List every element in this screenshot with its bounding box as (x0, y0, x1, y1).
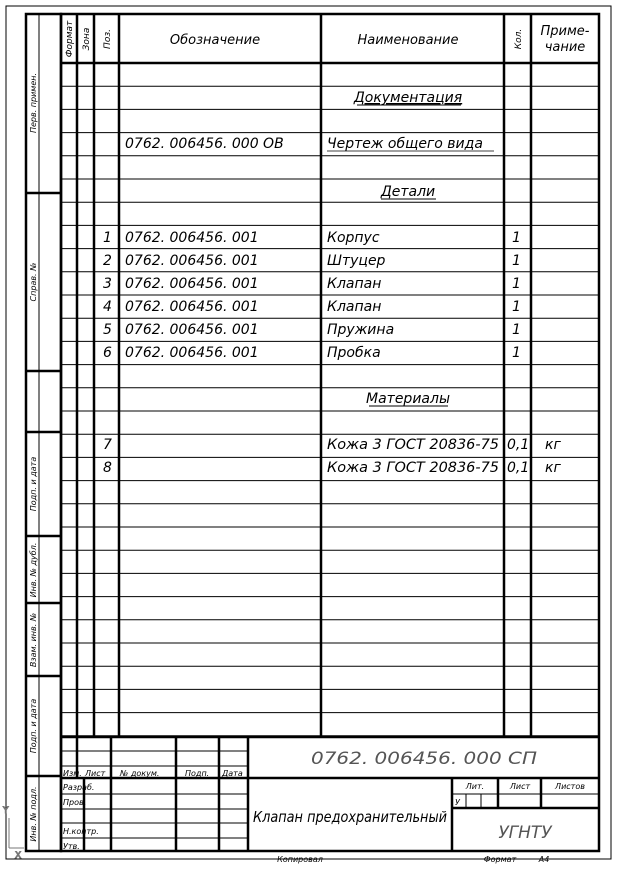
role-norm-control: Н.контр. (63, 827, 99, 836)
row-designation: 0762. 006456. 001 (125, 230, 259, 246)
doc-code: 0762. 006456. 000 СП (311, 749, 538, 769)
lit-mark: У (455, 798, 460, 807)
role-approved: Утв. (63, 842, 80, 851)
section-parts: Детали (380, 184, 436, 200)
row-designation: 0762. 006456. 001 (125, 253, 259, 269)
svg-text:X: X (15, 851, 22, 861)
header-format: Формат (65, 20, 75, 58)
header-zone: Зона (82, 27, 92, 51)
row-name: Пружина (327, 322, 395, 338)
header-note-line2: чание (544, 40, 586, 55)
table-row (103, 345, 521, 361)
role-checker: Пров. (63, 798, 87, 807)
format-label: Формат (483, 855, 517, 864)
col-sheet: Лист (85, 769, 106, 778)
copied-label: Копировал (277, 855, 323, 864)
row-qty: 0,1 (507, 437, 530, 453)
table-row (103, 460, 561, 476)
table-row (103, 230, 521, 246)
row-lines (61, 86, 599, 736)
table-row (125, 136, 483, 152)
row-designation: 0762. 006456. 001 (125, 322, 259, 338)
format-value: А4 (538, 855, 550, 864)
row-pos: 3 (103, 276, 112, 292)
side-label-orig-no: Инв. № подл. (29, 786, 38, 842)
row-name: Клапан (327, 276, 382, 292)
side-label-replace-no: Взам. инв. № (29, 612, 38, 668)
header-name: Наименование (357, 33, 459, 48)
side-label-sign-date-2: Подп. и дата (29, 698, 38, 754)
row-pos: 7 (103, 437, 112, 453)
header-pos: Поз. (103, 29, 113, 49)
sheets-label: Листов (555, 782, 585, 791)
col-doc-no: № докум. (120, 769, 160, 778)
organization: УГНТУ (498, 823, 552, 843)
title-block (61, 737, 599, 851)
col-change: Изм. (63, 769, 82, 778)
header-designation: Обозначение (169, 33, 261, 48)
col-sign: Подп. (185, 769, 210, 778)
row-pos: 1 (103, 230, 112, 246)
row-note: кг (545, 460, 561, 476)
row-designation: 0762. 006456. 001 (125, 299, 259, 315)
table-row (103, 276, 521, 292)
row-note: кг (545, 437, 561, 453)
header-qty: Кол. (514, 28, 524, 50)
table-row (103, 299, 521, 315)
sheet-label: Лист (509, 782, 531, 791)
row-designation: 0762. 006456. 000 ОВ (125, 136, 284, 152)
side-labels (29, 73, 38, 842)
row-name: Кожа 3 ГОСТ 20836-75 (327, 437, 500, 453)
outer-frame (6, 6, 611, 859)
table-row (103, 437, 561, 453)
row-qty: 1 (512, 299, 521, 315)
row-designation: 0762. 006456. 001 (125, 345, 259, 361)
svg-text:Y: Y (3, 806, 9, 816)
role-developer: Разраб. (63, 783, 95, 792)
section-materials: Материалы (366, 391, 450, 407)
document-title: Клапан предохранительный (253, 808, 448, 826)
row-name: Штуцер (327, 253, 386, 269)
row-pos: 4 (103, 299, 112, 315)
row-qty: 1 (512, 253, 521, 269)
axis-glyph-icon (2, 806, 24, 861)
col-date: Дата (222, 769, 243, 778)
row-name: Клапан (327, 299, 382, 315)
row-pos: 2 (103, 253, 112, 269)
table-row (103, 253, 521, 269)
side-label-sign-date-1: Подп. и дата (29, 456, 38, 512)
row-pos: 5 (103, 322, 112, 338)
row-name: Кожа 3 ГОСТ 20836-75 (327, 460, 500, 476)
row-name: Чертеж общего вида (327, 136, 483, 152)
row-qty: 1 (512, 345, 521, 361)
column-lines (61, 14, 599, 737)
row-qty: 0,1 (507, 460, 530, 476)
row-qty: 1 (512, 276, 521, 292)
row-name: Корпус (327, 230, 380, 246)
side-label-dup-no: Инв. № дубл. (29, 542, 38, 598)
lit-label: Лит. (465, 782, 485, 791)
side-label-ref-no: Справ. № (29, 262, 38, 302)
spec-table (61, 14, 599, 737)
row-qty: 1 (512, 230, 521, 246)
row-name: Пробка (327, 345, 381, 361)
table-row (103, 322, 521, 338)
section-documentation: Документация (353, 90, 463, 106)
row-qty: 1 (512, 322, 521, 338)
header-note-line1: Приме- (540, 24, 590, 39)
side-label-first-use: Перв. примен. (29, 72, 38, 134)
row-designation: 0762. 006456. 001 (125, 276, 259, 292)
row-pos: 8 (103, 460, 112, 476)
row-pos: 6 (103, 345, 112, 361)
